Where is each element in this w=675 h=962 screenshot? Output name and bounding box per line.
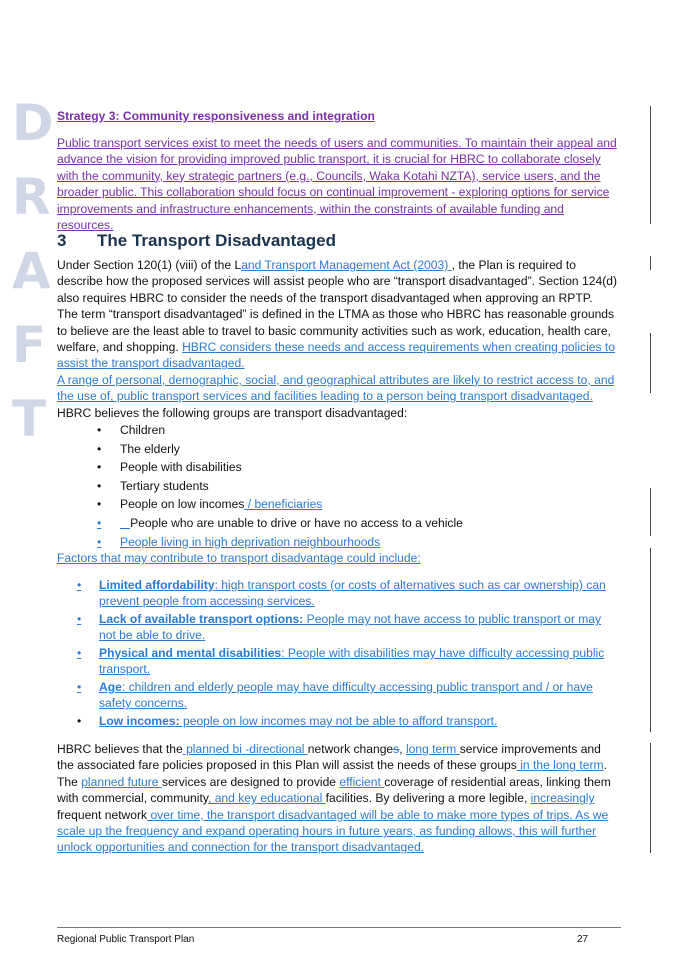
intro-text: HBRC believes the following groups are transport disadvantaged: [57,405,408,420]
inserted-text: efficient [339,774,385,789]
change-bar [650,256,651,270]
inserted-text: People living in high deprivation neighbourhoods [120,534,381,549]
bullet: • [77,680,82,694]
factor-desc: : high transport costs (or costs of alternatives such as car ownership) can prevent people from accessing services. [99,578,606,609]
factors-intro-text: Factors that may contribute to transport disadvantage could include: [57,551,421,565]
bullet: • [97,441,102,456]
watermark-letter-d: D [12,94,54,152]
closing-paragraph [57,741,621,856]
intro-paragraphs [57,257,621,551]
inserted-text: / beneficiaries [244,497,323,512]
section-number: 3 [57,231,67,250]
list-item [57,679,621,712]
watermark-letter-t: T [12,390,47,448]
change-bar [650,106,651,224]
list-item [57,611,621,644]
inserted-text: increasingly [530,791,595,806]
closing-text: . The [57,758,607,789]
page-number: 27 [577,934,589,945]
factor-term: Limited affordability [99,578,215,592]
change-bar [650,548,651,732]
change-bar [650,333,651,393]
list-item-text: People on low incomes [120,497,245,512]
bullet: • [97,460,102,475]
factor-desc: people on low incomes may not be able to afford transport. [179,714,498,728]
list-item [57,713,621,729]
bullet: • [97,534,102,549]
inserted-text: , and key educational [207,791,326,806]
ltma-link[interactable]: and Transport Management Act (2003) [241,258,452,272]
factor-term: Lack of available transport options: [99,612,304,626]
list-item-text: People who are unable to drive or have no access to a vehicle [130,516,463,531]
intro-text: The term “transport disadvantaged” is defined in the LTMA as those who HBRC has reasonable grounds to believe are the least able to travel to basic community activities such as work, education, health care, welfare, and shopping. [57,307,615,355]
list-item-text: The elderly [120,441,180,456]
factor-desc: : People with disabilities may have difficulty accessing public transport. [99,646,605,677]
list-item-text: Children [120,423,166,438]
list-item [57,458,621,477]
closing-text: coverage of residential areas, linking them with commercial, community [57,774,611,806]
strategy-body [57,135,621,233]
list-item [57,577,621,610]
change-bar [650,488,651,536]
list-item [57,495,621,514]
closing-text: HBRC believes that the [57,742,183,756]
closing-text: services are designed to provide [161,774,340,789]
closing-text: service improvements and the associated fare policies proposed in this Plan will assist the needs of these groups [57,742,601,773]
intro-text: , the Plan is required to describe how the proposed services will assist people who are “transport disadvantaged”. Section 124(d) also requires HBRC to consider the needs of the transport disadvantaged when approving an RPTP. [57,258,617,305]
inserted-text: A range of personal, demographic, social, and geographical attributes are likely to restrict access to, and the use of, public transport services and facilities leading to a person being transport disadvantaged. [57,372,615,404]
strategy-title: Strategy 3: Community responsiveness and integration [57,109,375,123]
factor-desc: People may not have access to public transport or may not be able to drive. [99,612,602,643]
inserted-text: planned future [81,774,162,789]
list-item [57,645,621,678]
list-item [57,421,621,440]
watermark-letter-a: A [12,242,51,300]
strategy-body-text: Public transport services exist to meet the needs of users and communities. To maintain their appeal and advance the vision for providing improved public transport, it is crucial for HBRC to collaborate closely with the community, key strategic partners (e.g., Councils, Waka Kotahi NZTA), service users, and the broader public. This collaboration should focus on continual improvement - exploring options for service improvements and infrastructure enhancements, within the constraints of available funding and resources. [57,136,617,233]
list-item [57,440,621,459]
factors-block [57,577,621,731]
list-item [57,477,621,496]
watermark-letter-r: R [12,168,51,226]
factor-term: Age [99,680,122,694]
bullet: • [77,714,82,728]
footer-document-title: Regional Public Transport Plan [57,934,195,945]
inserted-text: planned bi -directional [182,742,308,756]
bullet: • [97,423,102,438]
intro-text: Under Section 120(1) (viii) of the L [57,258,242,272]
intro-paragraph-3 [57,372,621,421]
intro-paragraph-2 [57,306,621,372]
list-item [57,533,621,552]
change-bar [650,743,651,853]
inserted-text: in the long term [516,758,604,773]
footer-divider [57,927,621,928]
factors-intro [57,550,621,566]
section-title: The Transport Disadvantaged [97,231,336,250]
inserted-text: over time, the transport disadvantaged will be able to make more types of trips. As we scale up the frequency and expand operating hours in future years, as funding allows, this will further unlock opportunities and connection for the transport disadvantaged. [57,807,609,855]
closing-text: facilities. By delivering a more legible, [325,791,531,806]
bullet: • [97,516,102,531]
closing-text: network change [307,742,394,756]
list-item-text: People with disabilities [120,460,242,475]
watermark-letter-f: F [12,316,47,374]
bullet: • [77,578,82,592]
intro-paragraph-1 [57,257,621,306]
factor-term: Physical and mental disabilities [99,646,282,660]
inserted-text: HBRC considers these needs and access requirements when creating policies to assist the transport disadvantaged. [57,340,615,371]
closing-text: frequent network [57,807,148,822]
deleted-text: s [393,742,400,756]
list-item-text: Tertiary students [120,478,209,493]
factors-list [57,577,621,729]
closing-text: , [399,742,406,756]
list-item [57,514,621,533]
factor-desc: : children and elderly people may have difficulty accessing public transport and / or have safety concerns. [99,680,593,711]
bullet: • [97,478,102,493]
bullet: • [77,646,82,660]
bullet: • [97,497,102,512]
factor-term: Low incomes: [99,714,180,728]
inserted-text: long term [405,742,460,756]
bullet: • [77,612,82,626]
disadvantaged-groups-list [57,421,621,551]
section-heading [57,230,621,252]
